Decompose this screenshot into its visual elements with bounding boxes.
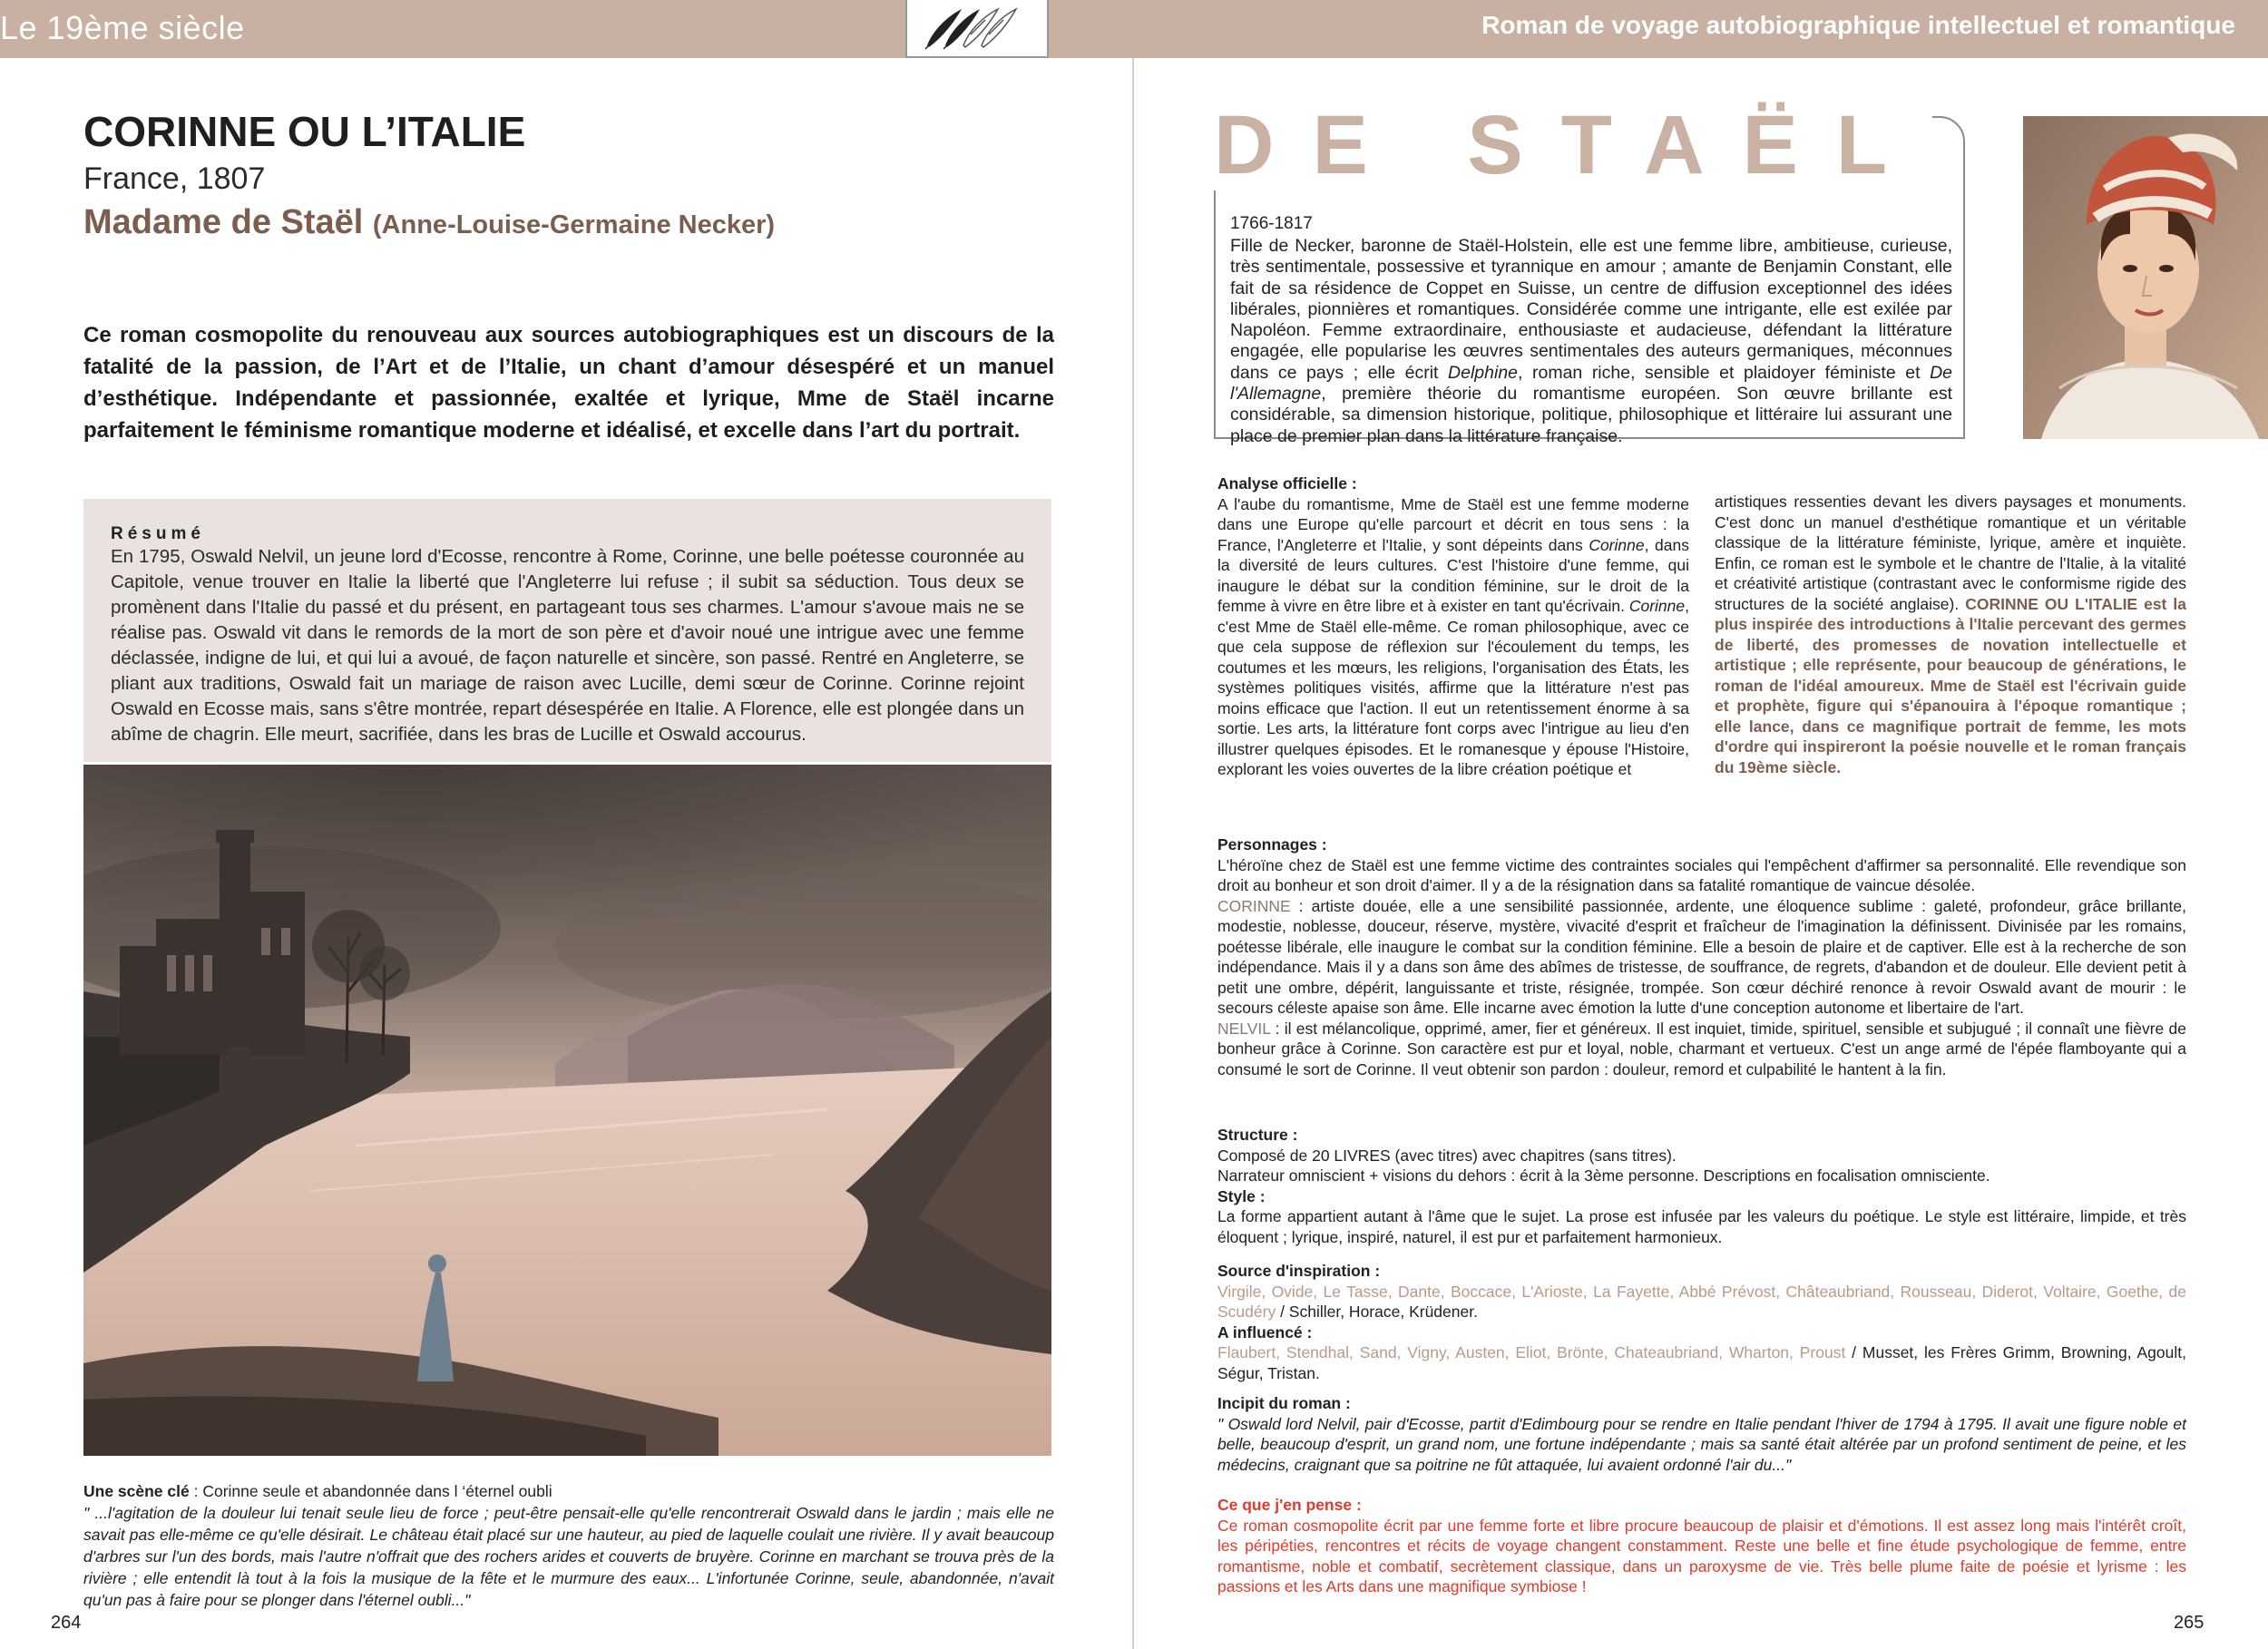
author-short: Madame de Staël	[83, 203, 364, 241]
bio-text-part: Fille de Necker, baronne de Staël-Holstein, elle est une femme libre, ambitieuse, curieuse, très sentimentale, possessive et tyrannique en amour ; amante de Benjamin Constant, elle fait de sa résidence de Coppet en Suisse, un centre de diffusion exceptionnel des idées libérales, pionnières et romantiques. Considérée comme une intrigante, elle est exilée par Napoléon. Femme extraordinaire, enthousiaste et audacieuse, défendant la littérature engagée, elle popularise les œuvres sentimentales des auteurs germaniques, méconnues dans ce pays ; elle écrit	[1230, 236, 1952, 383]
character-description: : il est mélancolique, opprimé, amer, fier et généreux. Il est inquiet, timide, spirituel, sensible et subjugué ; il connaît une fièvre de bonheur grâce à Corinne. Son caractère est pur et loyal, noble, charmant et vertueux. C'est un ange armé de l'épée flamboyante qui a consumé le sort de Corinne. Il veut obtenir son pardon : douleur, remord et culpabilité le hantent à la fin.	[1217, 1019, 2186, 1078]
style-label: Style :	[1217, 1186, 1266, 1205]
page-number-right: 265	[2174, 1613, 2204, 1633]
character-name: CORINNE	[1217, 896, 1291, 915]
analysis-text-part: , c'est Mme de Staël elle-même. Ce roman philosophique, avec ce que cela suppose de réflexion sur l'écoulement du temps, les coutumes et les mœurs, les religions, l'organisation des États, les systèmes politiques visités, affirme que la littérature n'est pas moins efficace que l'action. Il eut un retentissement énorme à sa sortie. Les arts, la littérature font corps avec l'intrigue au lieu d'en illustrer quelques épisodes. Et le romanesque y épouse l'Histoire, explorant les voies ouvertes de la libre création poétique et	[1217, 597, 1689, 778]
book-title: CORINNE OU L’ITALIE	[83, 108, 526, 155]
influence-label: A influencé :	[1217, 1322, 1313, 1342]
structure-line: Composé de 20 LIVRES (avec titres) avec chapitres (sans titres).	[1217, 1146, 1677, 1165]
character-nelvil	[1217, 1019, 2186, 1080]
source-authors: Virgile, Ovide, Le Tasse, Dante, Boccace, L'Arioste, La Fayette, Abbé Prévost, Châteaubriand, Rousseau, Diderot, Voltaire, Goethe, de Scudéry	[1217, 1282, 2186, 1321]
influence-authors: Flaubert, Stendhal, Sand, Vigny, Austen, Eliot, Brönte, Chateaubriand, Wharton, Proust	[1217, 1343, 1846, 1361]
opinion-text: Ce roman cosmopolite écrit par une femme forte et libre procure beaucoup de plaisir et d'émotions. Il est assez long mais l'intérêt croît, les péripéties, rencontres et récits de voyage changent constamment. Reste une belle et fine étude psychologique de femme, entre romantisme, noble et combatif, secrètement classique, dans un paroxysme de vie. Très belle plume faite de poésie et lyrisme : les passions et les Arts dans une magnifique symbiose !	[1217, 1516, 2186, 1595]
watercolor-illustration	[83, 765, 1051, 1456]
running-header-right: Roman de voyage autobiographique intellectuel et romantique	[1481, 11, 2235, 39]
bio-text-part: , roman riche, sensible et plaidoyer féministe et	[1518, 362, 1931, 383]
biography-dates: 1766-1817	[1230, 214, 1313, 233]
character-name: NELVIL	[1217, 1019, 1271, 1038]
structure-section	[1217, 1125, 2186, 1247]
page-number-left: 264	[51, 1613, 82, 1633]
author-full-name: (Anne-Louise-Germaine Necker)	[372, 210, 776, 239]
biography-text	[1230, 236, 1952, 447]
analysis-text	[1217, 494, 1689, 780]
scene-caption: : Corinne seule et abandonnée dans l ‘éternel oubli	[189, 1482, 552, 1500]
influence-list	[1217, 1342, 2186, 1383]
analysis-right-highlight: CORINNE OU L'ITALIE est la plus inspirée des introductions à l'Italie percevant des germes de liberté, des promesses de novation intellectuelle et artistique ; elle représente, pour beaucoup de générations, le roman de l'idéal amoureux. Mme de Staël est l'écrivain guide et prophète, figure qui s'épanouira à l'époque romantique ; elle lance, dans ce magnifique portrait de femme, les mots d'ordre qui inspireront la poésie nouvelle et le roman français du 19ème siècle.	[1715, 594, 2186, 776]
opinion-label: Ce que j'en pense :	[1217, 1496, 1362, 1514]
resume-box	[83, 499, 1051, 762]
character-description: : artiste douée, elle a une sensibilité passionnée, ardente, une éloquence sublime : galeté, profondeur, grâce brillante, modestie, noblesse, douceur, réserve, mystère, vivacité d'esprit et fraîcheur de l'imagination la définissent. Divinisée par les romains, poétesse libérale, elle inaugure le combat sur la condition féminine. Elle a besoin de plaire et de captiver. Elle est à la recherche de son indépendance. Mais il y a dans son âme des abîmes de tristesse, de souffrance, de regrets, d'abandon et de douleur. Elle devient petit à petit une ombre, dépérit, languissante et triste, résignée, trompée. Son cœur déchiré renonce à revoir Oswald avant de mourir : le secours céleste apaise son âme. Elle incarne avec émotion la lutte d'une conception autonome et libertaire de l'art.	[1217, 896, 2186, 1017]
header-band-mid	[1049, 0, 1132, 58]
key-scene	[83, 1480, 1054, 1611]
running-header-left: Le 19ème siècle	[0, 9, 245, 46]
analysis-work-title: Corinne	[1589, 535, 1645, 554]
scene-quote: " ...l'agitation de la douleur lui tenait seule lieu de force ; peut-être pensait-elle qu'elle rencontrerait Oswald dans le jardin ; mais elle ne savait pas elle-même ce qu'elle désirait. Le château était placé sur une hauteur, au pied de laquelle coulait une rivière. Il y avait beaucoup d'arbres sur l'un des bords, mais l'autre n'offrait que des rochers arides et couverts de bruyère. Corinne en marchant se trouva près de la rivière ; elle entendit là tout à la fois la musique de la fête et le murmure des eaux... L'infortunée Corinne, seule, abandonnée, n'avait qu'un pas à faire pour se plonger dans l'éternel oubli..."	[83, 1504, 1054, 1609]
scene-label: Une scène clé	[83, 1482, 190, 1500]
bio-work-title: De l'Allemagne	[1230, 362, 1953, 405]
characters-intro: L'héroïne chez de Staël est une femme victime des contraintes sociales qui l'empêchent d'affirmer sa personnalité. Elle revendique son droit au bonheur et son droit d'aimer. Il y a de la résignation dans sa fatalité romantique de vaincue désolée.	[1217, 855, 2186, 894]
incipit-label: Incipit du roman :	[1217, 1394, 1351, 1412]
analysis-text-part: A l'aube du romantisme, Mme de Staël est une femme moderne dans une Europe qu'elle parcourt et décrit en tous sens : la France, l'Angleterre et l'Italie, y sont dépeints dans	[1217, 494, 1689, 554]
resume-title: Résumé	[111, 524, 205, 543]
country-year: France, 1807	[83, 161, 266, 196]
incipit-section	[1217, 1393, 2186, 1475]
analysis-left-column	[1217, 473, 1689, 780]
incipit-text: " Oswald lord Nelvil, pair d'Ecosse, partit d'Edimbourg pour se rendre en Italie pendant l'hiver de 1794 à 1795. Il avait une figure noble et belle, beaucoup d'esprit, un grand nom, une fortune indépendante ; mais sa santé était altérée par un profond sentiment de peine, et les médecins, craignant que sa poitrine ne fût attaquée, lui avaient ordonné l'air du..."	[1217, 1414, 2186, 1474]
style-text: La forme appartient autant à l'âme que le sujet. La prose est infusée par les valeurs du poétique. Le style est littéraire, limpide, et très éloquent ; lyrique, inspiré, naturel, il est pur et parfaitement harmonieux.	[1217, 1207, 2186, 1246]
resume-text: En 1795, Oswald Nelvil, un jeune lord d'Ecosse, rencontre à Rome, Corinne, une belle poétesse couronnée au Capitole, venue trouver en Italie la liberté que l'Angleterre lui refuse ; il subit sa séduction. Tous deux se promènent dans l'Italie du passé et du présent, en partageant tous ses charmes. L'amour s'avoue mais ne se réalise pas. Oswald vit dans le remords de la mort de son père et d'avoir noué une intrigue avec une femme déclassée, indigne de lui, et qui lui a avoué, de façon naturelle et sincère, son passé. Rentré en Angleterre, se pliant aux traditions, Oswald fait un mariage de raison avec Lucille, demi sœur de Corinne. Corinne rejoint Oswald en Ecosse mais, sans s'être montrée, repart désespérée en Italie. A Florence, elle est plongée dans un abîme de chagrin. Elle meurt, sacrifiée, dans les bras de Lucille et Oswald accourus.	[111, 546, 1024, 745]
structure-label: Structure :	[1217, 1126, 1298, 1144]
characters-section	[1217, 834, 2186, 1079]
source-authors-other: / Schiller, Horace, Krüdener.	[1276, 1303, 1478, 1321]
page-gutter	[1132, 58, 1134, 1649]
bio-work-title: Delphine	[1448, 362, 1519, 383]
analysis-right-column	[1715, 492, 2186, 777]
author-portrait	[2023, 116, 2268, 439]
analysis-right-text: artistiques ressenties devant les divers paysages et monuments. C'est donc un manuel d'esthétique romantique et un véritable classique de la littérature féministe, lyrique, amère et inquiète. Enfin, ce roman est le symbole et le chantre de l'Italie, à la vitalité et créativité artistique (contrastant avec le conformisme rigide des structures de la société anglaise).	[1715, 493, 2186, 613]
opinion-section	[1217, 1495, 2186, 1597]
biography-name: DE STAËL	[1214, 100, 1932, 190]
analysis-text-part: , dans la diversité de leurs cultures. C'est l'histoire d'une femme, qui inaugure le débat sur la condition féminine, sur le droit de la femme à vivre en être libre et à exister en tant qu'écrivain.	[1217, 535, 1689, 615]
influence-authors-other: / Musset, les Frères Grimm, Browning, Agoult, Ségur, Tristan.	[1217, 1343, 2186, 1382]
author-name	[83, 203, 775, 242]
source-list	[1217, 1282, 2186, 1322]
characters-label: Personnages :	[1217, 835, 1327, 854]
scene-heading	[83, 1480, 1054, 1502]
bio-text-part: , première théorie du romantisme européen. Son œuvre brillante est considérable, sa dimension historique, politique, philosophique et littéraire lui assurant une place de premier plan dans la littérature française.	[1230, 384, 1952, 446]
character-corinne	[1217, 896, 2186, 1019]
quill-feathers-icon	[905, 0, 1049, 58]
analysis-label: Analyse officielle :	[1217, 474, 1357, 493]
intro-paragraph: Ce roman cosmopolite du renouveau aux sources autobiographiques est un discours de la fatalité de la passion, de l’Art et de l’Italie, un chant d’amour désespéré et un manuel d’esthétique. Indépendante et passionnée, exaltée et lyrique, Mme de Staël incarne parfaitement le féminisme romantique moderne et idéalisé, et excelle dans l’art du portrait.	[83, 323, 1054, 443]
analysis-work-title: Corinne	[1628, 597, 1686, 615]
sources-section	[1217, 1261, 2186, 1383]
source-label: Source d'inspiration :	[1217, 1262, 1381, 1280]
structure-line: Narrateur omniscient + visions du dehors : écrit à la 3ème personne. Descriptions en focalisation omnisciente.	[1217, 1166, 1990, 1185]
